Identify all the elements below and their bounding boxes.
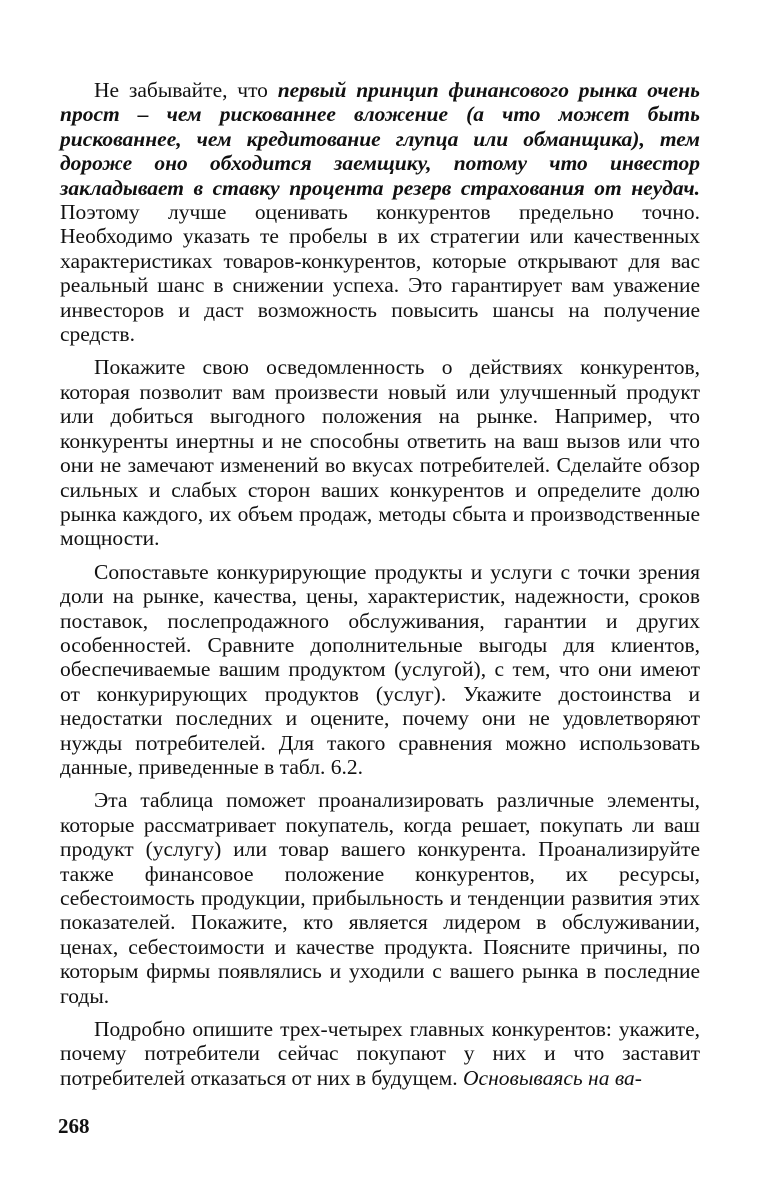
italic-continuation-text: Основываясь на ва- (463, 1065, 642, 1090)
paragraph-text: Поэтому лучше оценивать конкурентов предельно точно. Необходимо указать те пробелы в их стратегии или качественных характеристиках товаров-конкурентов, которые открывают для вас реальный шанс в снижении успеха. Это гарантирует вам уважение инвесторов и даст возможность повысить шансы на получение средств. (60, 200, 700, 347)
paragraph-text: Эта таблица поможет проанализировать различные элементы, которые рассматривает покупатель, когда решает, покупать ли ваш продукт (услугу) или товар вашего конкурента. Проанализируйте также финансовое положение конкурентов, их ресурсы, себестоимость продукции, прибыльность и тенденции развития этих показателей. Покажите, кто является лидером в обслуживании, ценах, себестоимости и качестве продукта. Поясните причины, по которым фирмы появлялись и уходили с вашего рынка в последние годы. (60, 788, 700, 1008)
paragraph-text: Сопоставьте конкурирующие продукты и услуги с точки зрения доли на рынке, качества, цены, характеристик, надежности, сроков поставок, послепродажного обслуживания, гарантии и других особенностей. Сравните дополнительные выгоды для клиентов, обеспечиваемые вашим продуктом (услугой), с тем, что они имеют от конкурирующих продуктов (услуг). Укажите достоинства и недостатки последних и оцените, почему они не удовлетворяют нужды потребителей. Для такого сравнения можно использовать данные, приведенные в табл. 6.2. (60, 559, 700, 779)
paragraph-text: Подробно опишите трех-четырех главных конкурентов: укажите, почему потребители сейчас покупают у них и что заставит потребителей отказаться от них в будущем. (60, 1017, 700, 1090)
paragraph-text: Покажите свою осведомленность о действиях конкурентов, которая позволит вам произвести новый или улучшенный продукт или добиться выгодного положения на рынке. Например, что конкуренты инертны и не способны ответить на ваш вызов или что они не замечают изменений во вкусах потребителей. Сделайте обзор сильных и слабых сторон ваших конкурентов и определите долю рынка каждого, их объем продаж, методы сбыта и производственные мощности. (60, 355, 700, 551)
paragraph-product-comparison (60, 560, 700, 780)
paragraph-text: Не забывайте, что (94, 78, 278, 102)
paragraph-table-analysis (60, 788, 700, 1008)
emphasized-principle-text: первый принцип финансового рынка очень прост – чем рискованнее вложение (а что может быть рискованнее, чем кредитование глупца или обманщика), тем дороже оно обходится заемщику, потому что инвестор закладывает в ставку процента резерв страхования от неудач. (60, 78, 700, 200)
page-body (60, 78, 700, 1090)
paragraph-competitor-awareness (60, 355, 700, 550)
paragraph-financial-principle (60, 78, 700, 346)
page-number: 268 (58, 1114, 90, 1138)
paragraph-main-competitors (60, 1017, 700, 1090)
